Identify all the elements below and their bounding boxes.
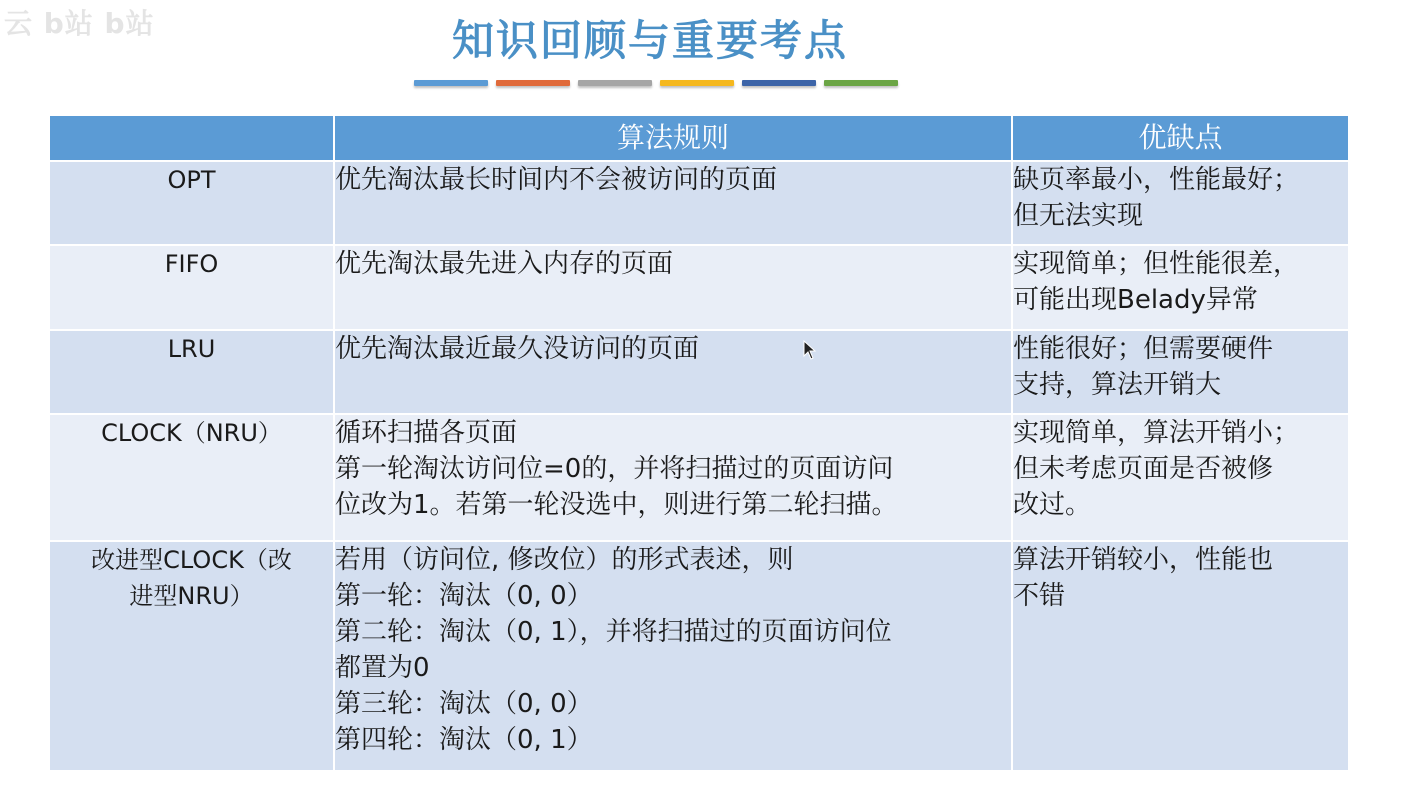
rule-line: 第二轮：淘汰（0, 1），并将扫描过的页面访问位 bbox=[335, 617, 892, 647]
pros-line: 支持，算法开销大 bbox=[1013, 370, 1222, 400]
table-row bbox=[49, 161, 1349, 245]
accent-bar bbox=[496, 80, 570, 86]
pros-line: 可能出现Belady异常 bbox=[1013, 285, 1258, 315]
watermark-logo: 云 b站 b站 bbox=[4, 7, 155, 40]
header-pros: 优缺点 bbox=[1012, 115, 1349, 161]
algorithm-pros-cons bbox=[1012, 541, 1349, 771]
algorithm-rule bbox=[334, 330, 1012, 414]
rule-line: 第三轮：淘汰（0, 0） bbox=[335, 689, 593, 719]
algorithm-rule bbox=[334, 161, 1012, 245]
pros-line: 但未考虑页面是否被修 bbox=[1013, 454, 1274, 484]
rule-line: 优先淘汰最近最久没访问的页面 bbox=[335, 334, 700, 364]
pros-line: 改过。 bbox=[1013, 490, 1092, 520]
algorithm-pros-cons bbox=[1012, 161, 1349, 245]
algorithm-name bbox=[49, 414, 334, 541]
page-title: 知识回顾与重要考点 bbox=[451, 16, 848, 65]
pros-line: 算法开销较小，性能也 bbox=[1013, 545, 1274, 575]
name-line: LRU bbox=[167, 335, 216, 363]
pros-line: 性能很好；但需要硬件 bbox=[1013, 334, 1274, 364]
table-row bbox=[49, 245, 1349, 330]
accent-bar bbox=[578, 80, 652, 86]
algorithm-rule bbox=[334, 245, 1012, 330]
rule-line: 优先淘汰最先进入内存的页面 bbox=[335, 249, 674, 279]
algorithm-name bbox=[49, 541, 334, 771]
pros-line: 实现简单；但性能很差， bbox=[1013, 249, 1300, 279]
algorithm-rule bbox=[334, 414, 1012, 541]
table-row bbox=[49, 541, 1349, 771]
algorithm-pros-cons bbox=[1012, 245, 1349, 330]
algorithm-pros-cons bbox=[1012, 414, 1349, 541]
pros-line: 但无法实现 bbox=[1013, 201, 1144, 231]
accent-bar bbox=[742, 80, 816, 86]
pros-line: 缺页率最小，性能最好； bbox=[1013, 165, 1300, 195]
accent-bars bbox=[414, 80, 898, 86]
name-line: 改进型CLOCK（改 bbox=[91, 546, 292, 574]
accent-bar bbox=[414, 80, 488, 86]
name-line: FIFO bbox=[164, 250, 219, 278]
pros-line: 不错 bbox=[1013, 581, 1066, 611]
rule-line: 第一轮：淘汰（0, 0） bbox=[335, 581, 593, 611]
algorithm-name bbox=[49, 161, 334, 245]
algorithm-name bbox=[49, 330, 334, 414]
algorithm-rule bbox=[334, 541, 1012, 771]
header-rule: 算法规则 bbox=[334, 115, 1012, 161]
rule-line: 位改为1。若第一轮没选中，则进行第二轮扫描。 bbox=[335, 490, 898, 520]
pros-line: 实现简单，算法开销小； bbox=[1013, 418, 1300, 448]
rule-line: 第四轮：淘汰（0, 1） bbox=[335, 725, 593, 755]
rule-line: 第一轮淘汰访问位=0的，并将扫描过的页面访问 bbox=[335, 454, 894, 484]
header-name bbox=[49, 115, 334, 161]
table-row bbox=[49, 330, 1349, 414]
accent-bar bbox=[660, 80, 734, 86]
mouse-cursor-icon bbox=[803, 340, 817, 360]
table-row bbox=[49, 414, 1349, 541]
rule-line: 优先淘汰最长时间内不会被访问的页面 bbox=[335, 165, 778, 195]
algorithm-name bbox=[49, 245, 334, 330]
rule-line: 循环扫描各页面 bbox=[335, 418, 518, 448]
table-header-row bbox=[49, 115, 1349, 161]
rule-line: 若用（访问位, 修改位）的形式表述，则 bbox=[335, 545, 794, 575]
accent-bar bbox=[824, 80, 898, 86]
rule-line: 都置为0 bbox=[335, 653, 430, 683]
name-line: CLOCK（NRU） bbox=[101, 419, 282, 447]
comparison-table bbox=[48, 114, 1350, 772]
name-line: OPT bbox=[167, 166, 216, 194]
name-line: 进型NRU） bbox=[129, 582, 254, 610]
algorithm-pros-cons bbox=[1012, 330, 1349, 414]
